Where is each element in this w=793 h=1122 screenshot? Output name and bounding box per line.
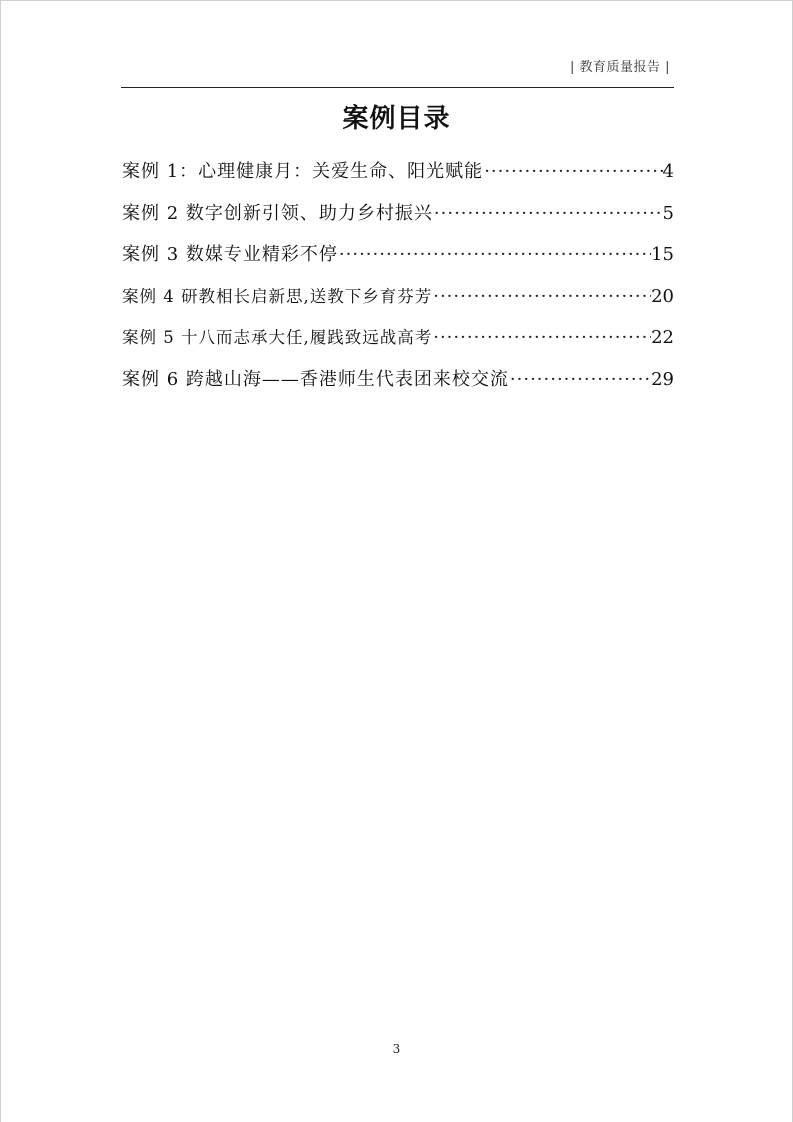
toc-entry[interactable]: [122, 317, 674, 359]
toc-dot-leader: [433, 193, 663, 235]
toc-entry-label: 案例 5 十八而志承大任,履践致远战高考: [122, 328, 433, 347]
toc-dot-leader: [338, 234, 651, 276]
toc-dot-leader: [483, 151, 662, 193]
toc-entry[interactable]: [122, 234, 674, 276]
toc-entry-page: 5: [662, 202, 674, 224]
toc-dot-leader: [509, 359, 651, 401]
toc-entry[interactable]: [122, 276, 674, 318]
toc-entry-page: 29: [651, 368, 674, 390]
toc-entry-label: 案例 3 数媒专业精彩不停: [122, 244, 338, 265]
toc-entry-label: 案例 6 跨越山海——香港师生代表团来校交流: [122, 368, 509, 390]
header-rule: [121, 87, 674, 88]
page-number: 3: [392, 1042, 401, 1056]
toc-dot-leader: [432, 276, 651, 318]
toc-entry[interactable]: [122, 193, 674, 235]
toc-entry-page: 4: [662, 161, 674, 182]
running-header: | 教育质量报告 |: [569, 60, 670, 75]
toc-entry-page: 20: [651, 285, 674, 307]
toc-entry-label: 案例 1：心理健康月：关爱生命、阳光赋能: [122, 161, 484, 182]
toc-entry-label: 案例 2 数字创新引领、助力乡村振兴: [122, 202, 433, 224]
table-of-contents: [122, 151, 674, 400]
toc-entry-page: 22: [651, 327, 674, 348]
toc-entry[interactable]: [122, 359, 674, 401]
page-title: 案例目录: [342, 104, 451, 134]
toc-entry-page: 15: [651, 244, 674, 265]
toc-entry-label: 案例 4 研教相长启新思,送教下乡育芬芳: [122, 286, 433, 306]
toc-entry[interactable]: [122, 151, 674, 193]
toc-dot-leader: [432, 317, 651, 359]
